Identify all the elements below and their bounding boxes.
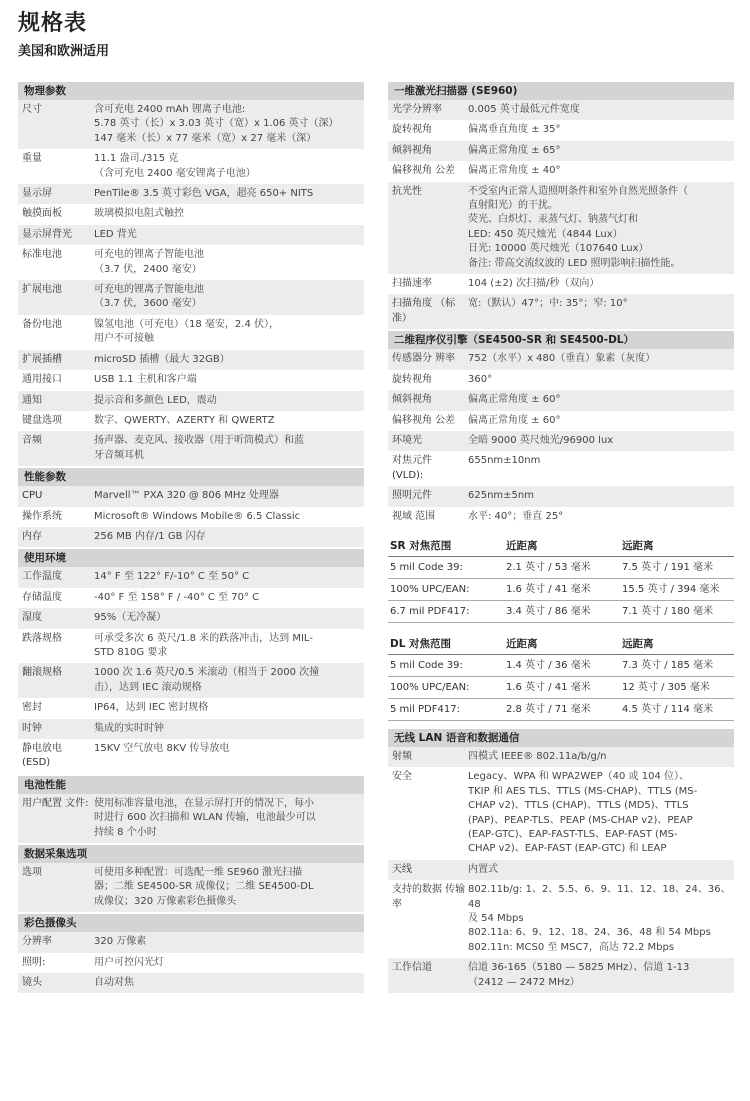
spec-row [18, 863, 364, 912]
spec-row [18, 370, 364, 390]
focus-range-table [388, 537, 734, 623]
spec-label: 扩展电池 [22, 284, 62, 296]
spec-label: 偏移视角 公差 [392, 414, 456, 426]
spec-value: 含可充电 2400 mAh 锂离子电池: 5.78 英寸（长）x 3.03 英寸（宽）x 1.06 英寸（深） 147 毫米（长）x 77 毫米（宽）x 27 毫米（深） [94, 104, 339, 144]
spec-row [18, 431, 364, 466]
table-cell: 5 mil Code 39: [390, 561, 463, 573]
spec-label: 备份电池 [22, 318, 62, 330]
section-header: 性能参数 [18, 468, 364, 486]
spec-value: -40° F 至 158° F / -40° C 至 70° C [94, 591, 260, 603]
spec-label: 键盘选项 [22, 414, 62, 426]
spec-label: 视域 范围 [392, 510, 436, 522]
spec-row [18, 184, 364, 204]
column-header: 远距离 [622, 637, 654, 650]
spec-row [18, 719, 364, 739]
spec-value: 14° F 至 122° F/-10° C 至 50° C [94, 571, 250, 583]
spec-label: 显示屏背光 [22, 228, 72, 240]
spec-label: 翻滚规格 [22, 667, 62, 679]
spec-value: 用户可控闪光灯 [94, 956, 164, 968]
page-subtitle: 美国和欧洲适用 [18, 44, 110, 59]
spec-label: 时钟 [22, 722, 42, 734]
focus-table-header [388, 635, 734, 655]
spec-label: 触摸面板 [22, 208, 62, 220]
section-header: 物理参数 [18, 82, 364, 100]
spec-value: 玻璃模拟电阻式触控 [94, 208, 184, 220]
column-header: DL 对焦范围 [390, 637, 452, 650]
spec-row [388, 182, 734, 274]
spec-value: IP64，达到 IEC 密封规格 [94, 702, 209, 714]
spec-label: 密封 [22, 702, 42, 714]
spec-value: 偏离正常角度 ± 60° [468, 414, 561, 426]
spec-label: 倾斜视角 [392, 394, 432, 406]
spec-label: 环境光 [392, 434, 422, 446]
spec-value: 扬声器、麦克风、接收器（用于听筒模式）和蓝 牙音频耳机 [94, 435, 304, 461]
spec-row [18, 588, 364, 608]
spec-value: Legacy、WPA 和 WPA2WEP（40 或 104 位）、 TKIP 和 AES TLS、TTLS (MS-CHAP)、TTLS (MS- CHAP v2)、TTLS (CHAP)、TTLS (MD5)、TTLS (PAP)、PEAP-TLS、PEAP (MS-CHAP v2)、PEAP (EAP-GTC)、EAP-FAST-TLS、EAP-FAST (MS- CHAP v2)、EAP-FAST (EAP-GTC) 和 LEAP [468, 771, 698, 855]
spec-row [388, 767, 734, 859]
spec-row [388, 370, 734, 390]
spec-value: 内置式 [468, 863, 498, 875]
spec-value: 95%（无冷凝） [94, 612, 167, 624]
spec-value: 11.1 盎司./315 克 （含可充电 2400 毫安锂离子电池） [94, 153, 256, 179]
spec-row [18, 149, 364, 184]
spec-row [388, 507, 734, 527]
table-cell: 4.5 英寸 / 114 毫米 [622, 703, 714, 715]
spec-label: 旋转视角 [392, 124, 432, 136]
spec-row [388, 431, 734, 451]
spec-row [18, 663, 364, 698]
spec-value: 可充电的锂离子智能电池 （3.7 伏，3600 毫安） [94, 284, 204, 310]
spec-value: 偏离正常角度 ± 60° [468, 394, 561, 406]
spec-row [18, 411, 364, 431]
spec-value: 655nm±10nm [468, 455, 541, 467]
spec-label: 倾斜视角 [392, 144, 432, 156]
spec-value: 360° [468, 373, 493, 385]
spec-label: 扫描角度 （标准） [392, 298, 456, 324]
spec-row [18, 204, 364, 224]
spec-row [388, 860, 734, 880]
spec-value: 偏离垂直角度 ± 35° [468, 124, 561, 136]
spec-value: USB 1.1 主机和客户端 [94, 374, 197, 386]
spec-label: 操作系统 [22, 510, 62, 522]
spec-row [18, 225, 364, 245]
spec-value: 可充电的锂离子智能电池 （3.7 伏，2400 毫安） [94, 249, 204, 275]
column-header: SR 对焦范围 [390, 539, 452, 552]
spec-row [18, 794, 364, 843]
spec-row [18, 245, 364, 280]
spec-value: 集成的实时时钟 [94, 722, 164, 734]
table-cell: 7.5 英寸 / 191 毫米 [622, 561, 714, 573]
table-cell: 100% UPC/EAN: [390, 681, 470, 693]
spec-label: 对焦元件 (VLD): [392, 455, 432, 481]
spec-row [388, 486, 734, 506]
spec-label: 扫描速率 [392, 278, 432, 290]
spec-value: 偏离正常角度 ± 40° [468, 165, 561, 177]
table-row [388, 579, 734, 601]
spec-label: 静电放电 (ESD) [22, 743, 62, 769]
column-header: 近距离 [506, 637, 538, 650]
spec-row [388, 274, 734, 294]
spec-label: 显示屏 [22, 188, 52, 200]
spec-value: PenTile® 3.5 英寸彩色 VGA，超亮 650+ NITS [94, 188, 314, 200]
spec-value: 使用标准容量电池，在显示屏打开的情况下，每小 时进行 600 次扫描和 WLAN 传输，电池最少可以 持续 8 个小时 [94, 797, 316, 838]
table-cell: 6.7 mil PDF417: [390, 605, 470, 617]
table-cell: 7.1 英寸 / 180 毫米 [622, 605, 714, 617]
table-cell: 5 mil Code 39: [390, 659, 463, 671]
column-header: 近距离 [506, 539, 538, 552]
table-cell: 12 英寸 / 305 毫米 [622, 681, 710, 693]
spec-value: microSD 插槽（最大 32GB） [94, 353, 230, 365]
spec-label: 通用接口 [22, 374, 62, 386]
spec-row [388, 349, 734, 369]
spec-label: 扩展插槽 [22, 353, 62, 365]
spec-label: 通知 [22, 394, 42, 406]
spec-value: Microsoft® Windows Mobile® 6.5 Classic [94, 510, 301, 522]
spec-row [18, 608, 364, 628]
table-cell: 2.8 英寸 / 71 毫米 [506, 703, 591, 715]
spec-value: 宽:（默认）47°；中: 35°；窄: 10° [468, 298, 628, 310]
section-header: 无线 LAN 语音和数据通信 [388, 729, 734, 747]
spec-value: 自动对焦 [94, 977, 134, 989]
table-row [388, 601, 734, 623]
table-row [388, 557, 734, 579]
spec-row [388, 294, 734, 329]
spec-label: 存储温度 [22, 591, 62, 603]
section-header: 使用环境 [18, 549, 364, 567]
table-cell: 2.1 英寸 / 53 毫米 [506, 561, 591, 573]
spec-label: 传感器分 辨率 [392, 353, 456, 365]
spec-row [388, 120, 734, 140]
spec-row [18, 100, 364, 149]
spec-label: 天线 [392, 863, 412, 875]
table-cell: 100% UPC/EAN: [390, 583, 470, 595]
table-row [388, 699, 734, 721]
focus-range-table [388, 635, 734, 721]
spec-value: 不受室内正常人造照明条件和室外自然光照条件（ 直射阳光）的干扰。 荧光、白炽灯、汞蒸气灯、钠蒸气灯和 LED: 450 英尺烛光（4844 Lux） 日光: 10000 英尺烛光（107640 Lux） 备注: 带高交流纹波的 LED 照明影响扫描性能。 [468, 185, 688, 269]
spec-row [18, 350, 364, 370]
spec-label: 选项 [22, 867, 42, 879]
spec-label: 支持的数据 传输率 [392, 884, 466, 910]
spec-label: 镜头 [22, 977, 42, 989]
table-cell: 1.6 英寸 / 41 毫米 [506, 681, 591, 693]
spec-value: 镍氢电池（可充电）（18 毫安，2.4 伏）， 用户不可接触 [94, 318, 279, 345]
spec-value: 可承受多次 6 英尺/1.8 米的跌落冲击，达到 MIL- STD 810G 要求 [94, 632, 313, 658]
spec-label: 抗光性 [392, 185, 422, 197]
left-column [18, 80, 364, 993]
spec-row [388, 451, 734, 486]
spec-value: 320 万像素 [94, 936, 147, 948]
table-cell: 7.3 英寸 / 185 毫米 [622, 659, 714, 671]
spec-label: 跌落规格 [22, 632, 62, 644]
spec-row [18, 698, 364, 718]
spec-label: 音频 [22, 435, 42, 447]
spec-value: 625nm±5nm [468, 490, 534, 502]
spec-row [18, 391, 364, 411]
spec-value: 提示音和多颜色 LED，震动 [94, 394, 217, 406]
spec-row [18, 315, 364, 350]
spec-row [18, 486, 364, 506]
spec-row [18, 953, 364, 973]
spec-row [388, 958, 734, 993]
spec-label: 光学分辨率 [392, 104, 442, 115]
spec-row [18, 280, 364, 315]
section-header: 电池性能 [18, 776, 364, 794]
table-row [388, 677, 734, 699]
spec-label: CPU [22, 490, 43, 502]
table-row [388, 655, 734, 677]
spec-label: 照明: [22, 956, 46, 968]
spec-value: LED 背光 [94, 228, 137, 240]
spec-row [388, 880, 734, 958]
spec-label: 内存 [22, 530, 42, 542]
spec-label: 分辨率 [22, 936, 52, 948]
spec-value: 104 (±2) 次扫描/秒（双向） [468, 278, 600, 290]
spec-value: 信道 36-165（5180 — 5825 MHz）、信道 1-13 （2412 — 2472 MHz） [468, 962, 690, 988]
spec-label: 射频 [392, 750, 412, 762]
spec-value: 752（水平）x 480（垂直）象素（灰度） [468, 353, 656, 365]
spec-value: Marvell™ PXA 320 @ 806 MHz 处理器 [94, 490, 279, 502]
spec-row [388, 100, 734, 120]
spec-row [18, 567, 364, 587]
spec-label: 重量 [22, 153, 42, 165]
section-header: 二维程序仪引擎（SE4500-SR 和 SE4500-DL） [388, 331, 734, 349]
spec-value: 15KV 空气放电 8KV 传导放电 [94, 743, 230, 754]
spec-label: 标准电池 [22, 249, 62, 261]
spec-label: 照明元件 [392, 490, 432, 502]
spec-value: 数字、QWERTY、AZERTY 和 QWERTZ [94, 414, 275, 426]
spec-label: 工作温度 [22, 571, 62, 583]
spec-row [388, 390, 734, 410]
spec-value: 可使用多种配置：可选配一维 SE960 激光扫描 器；二维 SE4500-SR 成像仪；二维 SE4500-DL 成像仪；320 万像素彩色摄像头 [94, 867, 314, 907]
spec-value: 1000 次 1.6 英尺/0.5 米滚动（相当于 2000 次撞 击），达到 IEC 滚动规格 [94, 667, 320, 693]
spec-row [388, 141, 734, 161]
spec-label: 偏移视角 公差 [392, 165, 456, 177]
spec-row [18, 527, 364, 547]
right-column [388, 80, 734, 993]
column-header: 远距离 [622, 539, 654, 552]
spec-label: 安全 [392, 771, 412, 783]
spec-value: 802.11b/g: 1、2、5.5、6、9、11、12、18、24、36、48 及 54 Mbps 802.11a: 6、9、12、18、24、36、48 和 54 Mbps 802.11n: MCS0 至 MSC7，高达 72.2 Mbps [468, 884, 731, 953]
section-header: 数据采集选项 [18, 845, 364, 863]
spec-label: 尺寸 [22, 104, 42, 115]
spec-row [18, 739, 364, 774]
spec-value: 四模式 IEEE® 802.11a/b/g/n [468, 750, 607, 762]
spec-row [388, 411, 734, 431]
spec-row [388, 747, 734, 767]
spec-value: 水平: 40°；垂直 25° [468, 510, 564, 522]
table-cell: 1.6 英寸 / 41 毫米 [506, 583, 591, 595]
spec-label: 湿度 [22, 612, 42, 624]
spec-row [388, 161, 734, 181]
table-cell: 15.5 英寸 / 394 毫米 [622, 583, 720, 595]
spec-row [18, 507, 364, 527]
table-cell: 3.4 英寸 / 86 毫米 [506, 605, 591, 617]
spec-value: 偏离正常角度 ± 65° [468, 144, 561, 156]
spec-value: 全暗 9000 英尺烛光/96900 lux [468, 434, 614, 446]
table-cell: 1.4 英寸 / 36 毫米 [506, 659, 591, 671]
page-title: 规格表 [18, 11, 88, 36]
section-header: 彩色摄像头 [18, 914, 364, 932]
spec-label: 用户配置 文件: [22, 797, 89, 809]
spec-label: 旋转视角 [392, 373, 432, 385]
section-header: 一维激光扫描器 (SE960) [388, 82, 734, 100]
spec-row [18, 932, 364, 952]
table-cell: 5 mil PDF417: [390, 703, 460, 715]
spec-value: 0.005 英寸最低元件宽度 [468, 104, 580, 115]
spec-row [18, 973, 364, 993]
spec-value: 256 MB 内存/1 GB 闪存 [94, 530, 206, 542]
focus-table-header [388, 537, 734, 557]
spec-row [18, 629, 364, 664]
spec-label: 工作信道 [392, 962, 432, 974]
